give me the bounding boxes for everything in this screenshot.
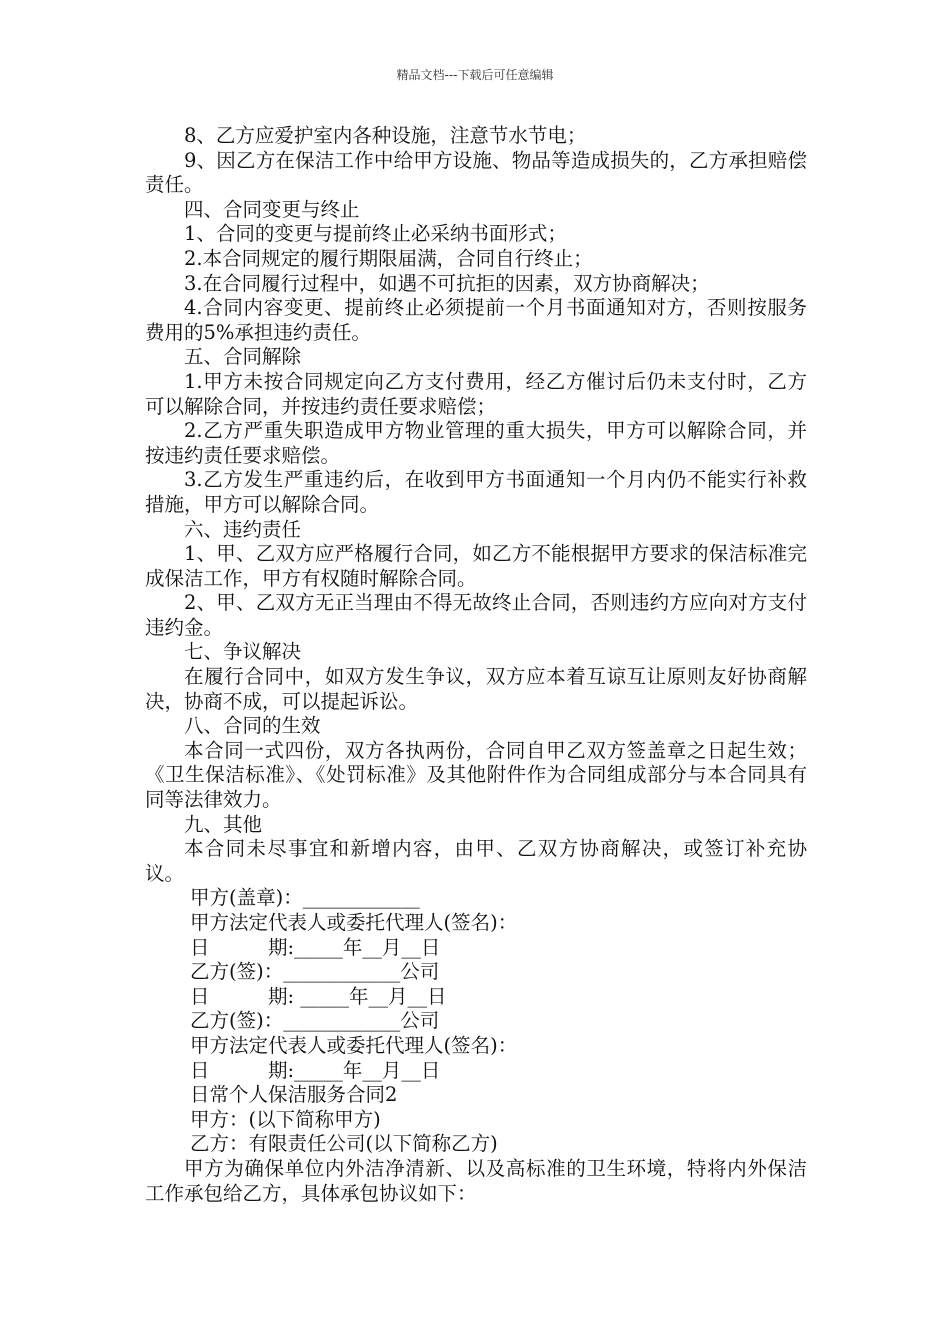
section-heading: 六、违约责任 bbox=[184, 517, 302, 541]
paragraph: 2、甲、乙双方无正当理由不得无故终止合同，否则违约方应向对方支付违约金。 bbox=[145, 591, 807, 639]
section-heading: 五、合同解除 bbox=[184, 345, 302, 369]
party-line: 甲方：(以下简称甲方) bbox=[190, 1107, 381, 1131]
signature-line: 乙方(签)：____________公司 bbox=[190, 1009, 440, 1033]
contract-title: 日常个人保洁服务合同2 bbox=[190, 1083, 398, 1107]
signature-line: 甲方(盖章)：____________ bbox=[190, 886, 420, 910]
paragraph: 9、因乙方在保洁工作中给甲方设施、物品等造成损失的，乙方承担赔偿责任。 bbox=[145, 148, 807, 197]
paragraph: 4.合同内容变更、提前终止必须提前一个月书面通知对方，否则按服务费用的5%承担违约责任。 bbox=[145, 296, 807, 344]
signature-line: 甲方法定代表人或委托代理人(签名)： bbox=[190, 911, 518, 934]
signature-line: 乙方(签)：____________公司 bbox=[190, 960, 440, 984]
section-heading: 八、合同的生效 bbox=[184, 714, 321, 738]
date-line: 日 期:_____年__月__日 bbox=[190, 1058, 441, 1082]
page-header: 精品文档---下载后可任意编辑 bbox=[396, 68, 554, 82]
section-heading: 九、其他 bbox=[184, 812, 263, 836]
date-line: 日 期: _____年__月__日 bbox=[190, 984, 447, 1008]
date-line: 日 期:_____年__月__日 bbox=[190, 935, 441, 959]
paragraph: 1、合同的变更与提前终止必采纳书面形式； bbox=[184, 222, 567, 246]
paragraph: 1、甲、乙双方应严格履行合同，如乙方不能根据甲方要求的保洁标准完成保洁工作，甲方有权随时解除合同。 bbox=[145, 542, 807, 590]
document-body bbox=[145, 124, 807, 1206]
signature-line: 甲方法定代表人或委托代理人(签名)： bbox=[190, 1033, 518, 1057]
paragraph: 在履行合同中，如双方发生争议，双方应本着互谅互让原则友好协商解决，协商不成，可以提起诉讼。 bbox=[145, 665, 807, 713]
paragraph: 1.甲方未按合同规定向乙方支付费用，经乙方催讨后仍未支付时，乙方可以解除合同，并按违约责任要求赔偿； bbox=[145, 369, 807, 418]
paragraph: 甲方为确保单位内外洁净清新、以及高标准的卫生环境，特将内外保洁工作承包给乙方，具体承包协议如下： bbox=[145, 1156, 807, 1205]
paragraph: 8、乙方应爱护室内各种设施，注意节水节电； bbox=[184, 124, 587, 147]
paragraph: 本合同一式四份，双方各执两份，合同自甲乙双方签盖章之日起生效；《卫生保洁标准》、《处罚标准》及其他附件作为合同组成部分与本合同具有同等法律效力。 bbox=[145, 738, 807, 812]
paragraph: 3.在合同履行过程中，如遇不可抗拒的因素，双方协商解决； bbox=[184, 271, 710, 295]
paragraph: 2.乙方严重失职造成甲方物业管理的重大损失，甲方可以解除合同，并按违约责任要求赔偿。 bbox=[145, 419, 807, 467]
section-heading: 七、争议解决 bbox=[184, 640, 302, 664]
paragraph: 3.乙方发生严重违约后，在收到甲方书面通知一个月内仍不能实行补救措施，甲方可以解除合同。 bbox=[145, 468, 807, 516]
party-line: 乙方：有限责任公司(以下简称乙方) bbox=[190, 1132, 498, 1156]
paragraph: 本合同未尽事宜和新增内容，由甲、乙双方协商解决，或签订补充协议。 bbox=[145, 837, 807, 885]
paragraph: 2.本合同规定的履行期限届满，合同自行终止； bbox=[184, 246, 593, 270]
section-heading: 四、合同变更与终止 bbox=[184, 197, 360, 221]
